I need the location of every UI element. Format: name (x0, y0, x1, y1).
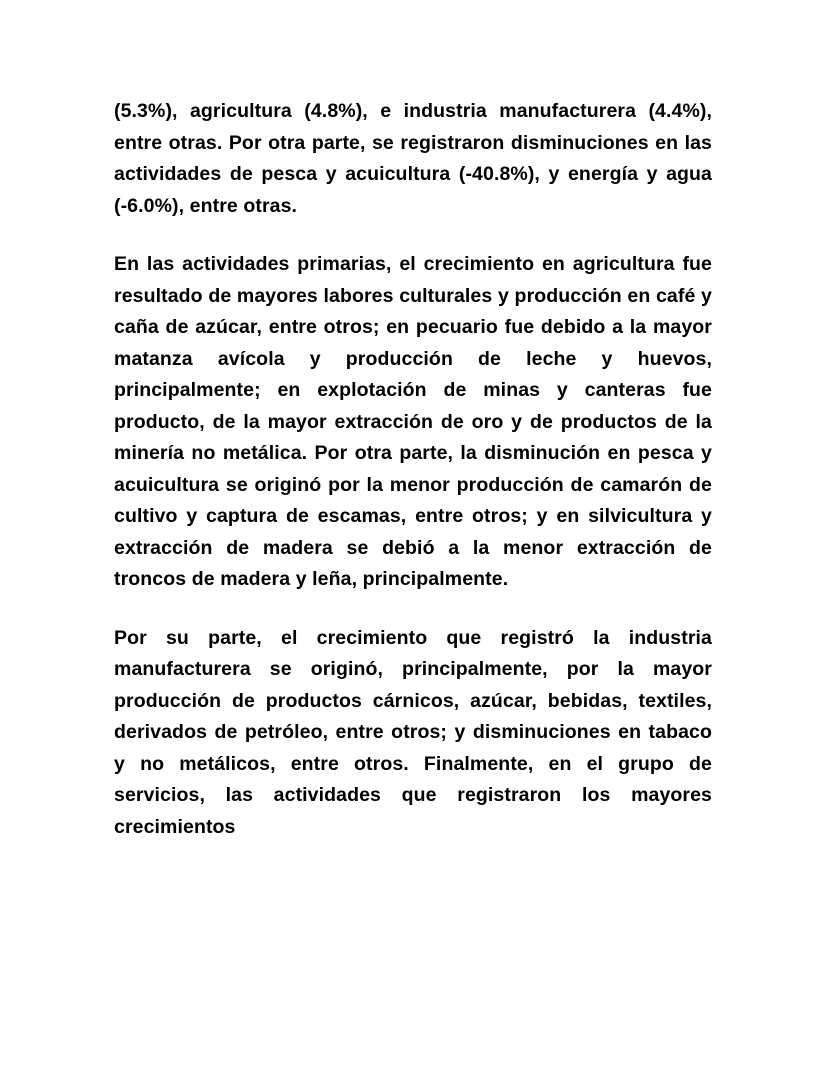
paragraph-growth-declines-summary: (5.3%), agricultura (4.8%), e industria manufacturera (4.4%), entre otras. Por otra parte, se registraron disminuciones en las actividades de pesca y acuicultura (-40.8%), y energía y agua (-6.0%), entre otras. (114, 100, 712, 217)
text-column (114, 96, 712, 843)
paragraph-primary-activities-detail: En las actividades primarias, el crecimiento en agricultura fue resultado de mayores labores culturales y producción en café y caña de azúcar, entre otros; en pecuario fue debido a la mayor matanza avícola y producción de leche y huevos, principalmente; en explotación de minas y canteras fue producto, de la mayor extracción de oro y de productos de la minería no metálica. Por otra parte, la disminución en pesca y acuicultura se originó por la menor producción de camarón de cultivo y captura de escamas, entre otros; y en silvicultura y extracción de madera se debió a la menor extracción de troncos de madera y leña, principalmente. (114, 253, 712, 590)
paragraph-manufacturing-services-detail: Por su parte, el crecimiento que registró la industria manufacturera se originó, principalmente, por la mayor producción de productos cárnicos, azúcar, bebidas, textiles, derivados de petróleo, entre otros; y disminuciones en tabaco y no metálicos, entre otros. Finalmente, en el grupo de servicios, las actividades que registraron los mayores crecimientos (114, 626, 712, 838)
